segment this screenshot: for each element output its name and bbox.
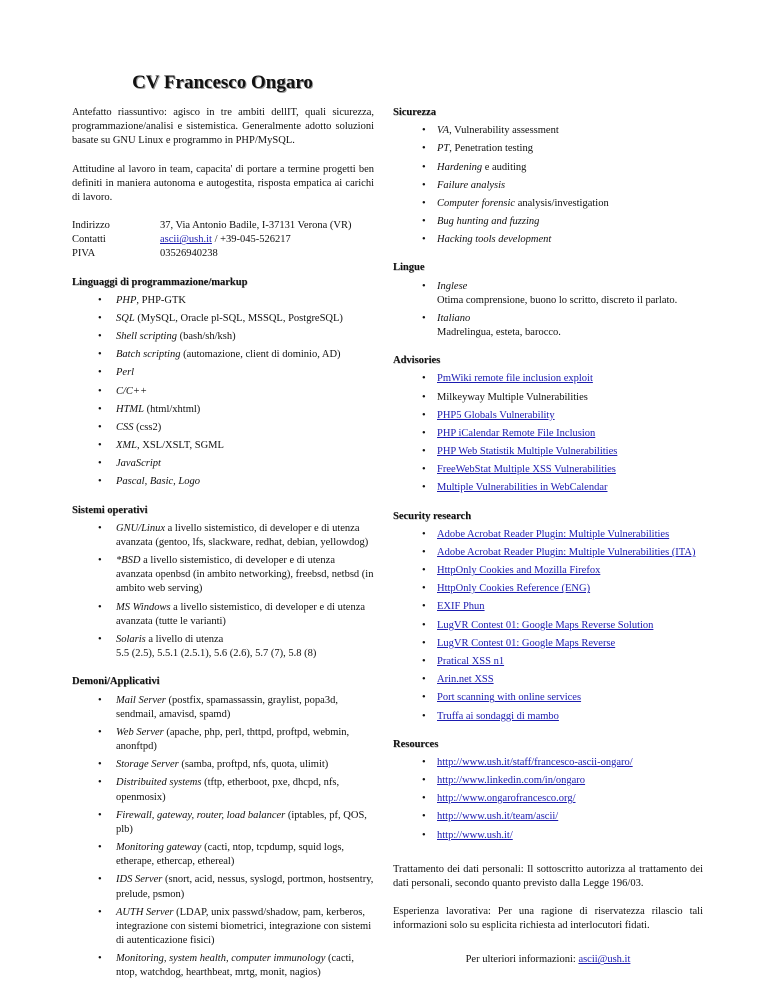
languages-list <box>72 294 374 490</box>
resource-link[interactable]: http://www.ush.it/ <box>437 829 513 841</box>
experience-note: Esperienza lavorativa: Per una ragione di riservatezza rilascio tali informazioni solo su esplicita richiesta ad interlocutori fidati. <box>393 906 703 932</box>
privacy-note: Trattamento dei dati personali: Il sottoscritto autorizza al trattamento dei dati personali, secondo quanto previsto dalla Legge 196/03. <box>393 863 703 889</box>
list-item: • PT, Penetration testing <box>393 142 703 156</box>
advisories-heading: Advisories <box>393 355 441 367</box>
list-item: • Hacking tools development <box>393 233 703 247</box>
list-item <box>393 619 703 633</box>
list-item: • XML, XSL/XSLT, SGML <box>72 439 374 453</box>
more-info-email-link[interactable]: ascii@ush.it <box>578 954 631 966</box>
list-item: • MS Windows a livello sistemistico, di developer e di utenza avanzata (tutte le varianti) <box>72 601 374 629</box>
list-item: • Solaris a livello di utenza 5.5 (2.5), 5.5.1 (2.5.1), 5.6 (2.6), 5.7 (7), 5.8 (8) <box>72 633 374 661</box>
list-item <box>393 564 703 578</box>
list-item <box>393 756 703 770</box>
advisory-link[interactable]: PHP Web Statistik Multiple Vulnerabilities <box>437 446 618 458</box>
list-item: • Bug hunting and fuzzing <box>393 215 703 229</box>
list-item <box>393 710 703 724</box>
list-item: • Monitoring gateway (cacti, ntop, tcpdump, squid logs, etherape, ethercap, ethereal) <box>72 841 374 869</box>
research-link[interactable]: EXIF Phun <box>437 601 485 613</box>
list-item <box>393 673 703 687</box>
resources-list <box>393 756 703 843</box>
advisories-list <box>393 372 703 495</box>
list-item <box>393 600 703 614</box>
list-item <box>393 528 703 542</box>
list-item <box>393 774 703 788</box>
list-item: • Shell scripting (bash/sh/ksh) <box>72 330 374 344</box>
advisory-link[interactable]: PmWiki remote file inclusion exploit <box>437 373 593 385</box>
list-item: • Pascal, Basic, Logo <box>72 475 374 489</box>
vat-label: PIVA <box>72 248 96 260</box>
list-item: • C/C++ <box>72 385 374 399</box>
list-item: • Distribuited systems (tftp, etherboot, pxe, dhcpd, nfs, openmosix) <box>72 776 374 804</box>
list-item: • IDS Server (snort, acid, nessus, syslogd, portmon, hostsentry, prelude, psmon) <box>72 873 374 901</box>
os-list <box>72 522 374 662</box>
list-item: • Perl <box>72 366 374 380</box>
advisory-link[interactable]: PHP5 Globals Vulnerability <box>437 409 555 421</box>
daemons-list <box>72 694 374 981</box>
resource-link[interactable]: http://www.linkedin.com/in/ongaro <box>437 775 586 787</box>
list-item: • Computer forensic analysis/investigation <box>393 197 703 211</box>
list-item: • HTML (html/xhtml) <box>72 403 374 417</box>
list-item: • *BSD a livello sistemistico, di developer e di utenza avanzata openbsd (in ambito networking), freebsd, netbsd (in ambito web serving) <box>72 554 374 597</box>
list-item <box>393 582 703 596</box>
list-item: • GNU/Linux a livello sistemistico, di developer e di utenza avanzata (gentoo, lfs, slackware, redhat, debian, yellowdog) <box>72 522 374 550</box>
list-item: • Monitoring, system health, computer immunology (cacti, ntop, watchdog, hearthbeat, mrtg, monit, nagios) <box>72 952 374 980</box>
research-link[interactable]: LugVR Contest 01: Google Maps Reverse Solution <box>437 619 654 631</box>
page-title: CV Francesco Ongaro <box>132 72 313 93</box>
vat-value: 03526940238 <box>160 248 218 260</box>
list-item <box>393 391 703 405</box>
list-item <box>393 691 703 705</box>
address-value: 37, Via Antonio Badile, I-37131 Verona (VR) <box>160 220 352 232</box>
intro-summary: Antefatto riassuntivo: agisco in tre ambiti dellIT, quali sicurezza, programmazione/analisi e sistemistica. Generalmente adotto soluzioni basate su GNU Linux e programmo in PHP/MySQL. <box>72 107 374 147</box>
contact-info-table <box>72 219 351 262</box>
languages-heading: Linguaggi di programmazione/markup <box>72 276 248 288</box>
list-item <box>393 481 703 495</box>
list-item <box>393 409 703 423</box>
security-list <box>393 124 703 247</box>
advisory-link[interactable]: PHP iCalendar Remote File Inclusion <box>437 427 596 439</box>
list-item <box>393 829 703 843</box>
spoken-languages-heading: Lingue <box>393 262 425 274</box>
research-link[interactable]: HttpOnly Cookies and Mozilla Firefox <box>437 565 601 577</box>
list-item <box>393 546 703 560</box>
research-list <box>393 528 703 724</box>
resources-heading: Resources <box>393 738 439 750</box>
list-item: • Failure analysis <box>393 179 703 193</box>
list-item <box>393 655 703 669</box>
contact-phone: / +39-045-526217 <box>211 234 291 246</box>
list-item: • Inglese Otima comprensione, buono lo scritto, discreto il parlato. <box>393 280 703 308</box>
list-item: • Mail Server (postfix, spamassassin, graylist, popa3d, sendmail, amavisd, spamd) <box>72 694 374 722</box>
list-item: • PHP, PHP-GTK <box>72 294 374 308</box>
more-info-label: Per ulteriori informazioni: <box>465 954 579 966</box>
list-item <box>393 792 703 806</box>
resource-link[interactable]: http://www.ongarofrancesco.org/ <box>437 793 576 805</box>
list-item: • CSS (css2) <box>72 421 374 435</box>
advisory-link[interactable]: Multiple Vulnerabilities in WebCalendar <box>437 482 608 494</box>
list-item: • Firewall, gateway, router, load balancer (iptables, pf, QOS, plb) <box>72 809 374 837</box>
list-item: • Italiano Madrelingua, esteta, barocco. <box>393 312 703 340</box>
list-item: • Batch scripting (automazione, client di dominio, AD) <box>72 348 374 362</box>
list-item <box>393 445 703 459</box>
research-link[interactable]: Pratical XSS n1 <box>437 655 505 667</box>
intro-attitude: Attitudine al lavoro in team, capacita' di portare a termine progetti ben definiti in maniera autonoma e autogestita, risposta empatica ai carichi di lavoro. <box>72 163 374 203</box>
contact-email-link[interactable]: ascii@ush.it <box>160 234 212 246</box>
research-link[interactable]: Port scanning with online services <box>437 692 582 704</box>
list-item <box>393 810 703 824</box>
research-link[interactable]: Arin.net XSS <box>437 674 494 686</box>
security-heading: Sicurezza <box>393 107 436 118</box>
left-column <box>72 106 374 995</box>
list-item: • VA, Vulnerability assessment <box>393 124 703 138</box>
list-item: • Hardening e auditing <box>393 161 703 175</box>
list-item: • AUTH Server (LDAP, unix passwd/shadow, pam, kerberos, integrazione con sistemi biometrici, integrazione con sistemi di autenticazione fisici) <box>72 906 374 949</box>
more-info <box>393 953 703 967</box>
resource-link[interactable]: http://www.ush.it/staff/francesco-ascii-ongaro/ <box>437 756 633 768</box>
list-item <box>393 463 703 477</box>
contacts-value <box>160 233 351 247</box>
list-item: • SQL (MySQL, Oracle pl-SQL, MSSQL, PostgreSQL) <box>72 312 374 326</box>
list-item: • Storage Server (samba, proftpd, nfs, quota, ulimit) <box>72 758 374 772</box>
research-link[interactable]: Adobe Acrobat Reader Plugin: Multiple Vulnerabilities (ITA) <box>437 546 696 558</box>
right-column <box>393 106 703 968</box>
research-link[interactable]: HttpOnly Cookies Reference (ENG) <box>437 583 591 595</box>
research-link[interactable]: Truffa ai sondaggi di mambo <box>437 710 559 722</box>
research-link[interactable]: LugVR Contest 01: Google Maps Reverse <box>437 637 616 649</box>
list-item <box>393 637 703 651</box>
advisory-link[interactable]: FreeWebStat Multiple XSS Vulnerabilities <box>437 464 616 476</box>
list-item: • Web Server (apache, php, perl, thttpd, proftpd, webmin, anonftpd) <box>72 726 374 754</box>
list-item <box>393 372 703 386</box>
contacts-label: Contatti <box>72 234 106 246</box>
resource-link[interactable]: http://www.ush.it/team/ascii/ <box>437 811 559 823</box>
daemons-heading: Demoni/Applicativi <box>72 676 160 688</box>
address-label: Indirizzo <box>72 220 110 232</box>
research-heading: Security research <box>393 510 472 522</box>
list-item: • JavaScript <box>72 457 374 471</box>
os-heading: Sistemi operativi <box>72 504 148 516</box>
spoken-languages-list <box>393 280 703 341</box>
list-item <box>393 427 703 441</box>
research-link[interactable]: Adobe Acrobat Reader Plugin: Multiple Vulnerabilities <box>437 528 670 540</box>
advisory-text: Milkeyway Multiple Vulnerabilities <box>437 391 588 403</box>
